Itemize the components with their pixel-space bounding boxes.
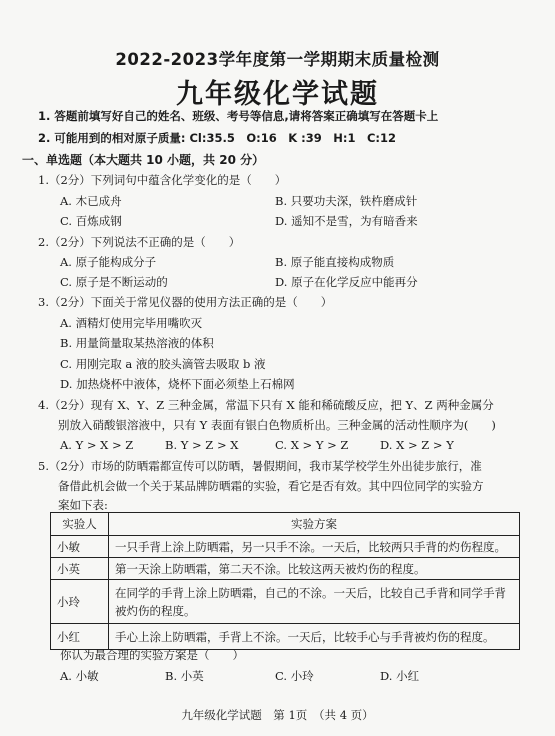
- q1-option-c: C. 百炼成钢: [60, 214, 122, 228]
- q2-option-d: D. 原子在化学反应中能再分: [275, 275, 418, 289]
- q2-option-b: B. 原子能直接构成物质: [275, 255, 395, 269]
- instruction-2: 2. 可能用到的相对原子质量: Cl:35.5 O:16 K :39 H:1 C:12: [38, 131, 396, 145]
- q2-option-a: A. 原子能构成分子: [60, 255, 157, 269]
- q5-option-b: B. 小英: [165, 669, 204, 683]
- page-footer: 九年级化学试题 第 1页 （共 4 页）: [181, 708, 374, 722]
- table-cell-plan: 手心上涂上防晒霜，手背上不涂。一天后，比较手心与手背被灼伤的程度。: [109, 624, 520, 650]
- q4-stem-line2: 别放入硝酸银溶液中，只有 Y 表面有银白色物质析出。三种金属的活动性顺序为( ): [58, 418, 496, 432]
- table-row: [51, 624, 520, 650]
- table-cell-plan: 在同学的手背上涂上防晒霜，自己的不涂。一天后，比较自己手背和同学手背被灼伤的程度。: [109, 580, 520, 624]
- q2-option-c: C. 原子是不断运动的: [60, 275, 168, 289]
- q5-option-d: D. 小红: [380, 669, 420, 683]
- table-cell-plan: 第一天涂上防晒霜，第二天不涂。比较这两天被灼伤的程度。: [109, 558, 520, 580]
- q3-option-d: D. 加热烧杯中液体，烧杯下面必须垫上石棉网: [60, 377, 295, 391]
- table-header-row: [51, 513, 520, 536]
- table-row: [51, 580, 520, 624]
- q1-option-a: A. 木已成舟: [60, 194, 122, 208]
- q1-stem: 1.（2分）下列词句中蕴含化学变化的是（ ）: [38, 173, 287, 187]
- q5-stem-line3: 案如下表:: [58, 498, 108, 512]
- table-header-plan: 实验方案: [109, 513, 520, 536]
- table-cell-person: 小敏: [51, 536, 109, 558]
- q3-option-b: B. 用量筒量取某热溶液的体积: [60, 336, 214, 350]
- q1-option-b: B. 只要功夫深，铁杵磨成针: [275, 194, 418, 208]
- table-cell-person: 小英: [51, 558, 109, 580]
- q3-option-c: C. 用刚完取 a 液的胶头滴管去吸取 b 液: [60, 357, 266, 371]
- q4-stem-line1: 4.（2分）现有 X、Y、Z 三种金属，常温下只有 X 能和稀硫酸反应，把 Y、Z 两种金属分: [38, 398, 494, 412]
- q5-stem-line1: 5.（2分）市场的防晒霜都宣传可以防晒，暑假期间，我市某学校学生外出徒步旅行，准: [38, 459, 482, 473]
- table-row: [51, 536, 520, 558]
- q5-option-c: C. 小玲: [275, 669, 314, 683]
- table-cell-person: 小玲: [51, 580, 109, 624]
- table-cell-plan: 一只手背上涂上防晒霜，另一只手不涂。一天后，比较两只手背的灼伤程度。: [109, 536, 520, 558]
- q4-option-d: D. X > Z > Y: [380, 438, 454, 452]
- q1-option-d: D. 遥知不是雪，为有暗香来: [275, 214, 418, 228]
- section-heading: 一、单选题（本大题共 10 小题，共 20 分）: [22, 153, 265, 167]
- q3-option-a: A. 酒精灯使用完毕用嘴吹灭: [60, 316, 203, 330]
- q2-stem: 2.（2分）下列说法不正确的是（ ）: [38, 235, 241, 249]
- q4-option-a: A. Y > X > Z: [60, 438, 134, 452]
- q4-option-c: C. X > Y > Z: [275, 438, 349, 452]
- q5-option-a: A. 小敏: [60, 669, 99, 683]
- exam-subtitle: 九年级化学试题: [176, 79, 379, 110]
- table-cell-person: 小红: [51, 624, 109, 650]
- experiment-table: [50, 512, 520, 650]
- q5-stem-line2: 备借此机会做一个关于某品牌防晒霜的实验，看它是否有效。其中四位同学的实验方: [58, 479, 484, 493]
- instruction-1: 1. 答题前填写好自己的姓名、班级、考号等信息,请将答案正确填写在答题卡上: [38, 109, 439, 123]
- exam-title: 2022-2023学年度第一学期期末质量检测: [115, 50, 440, 69]
- table-row: [51, 558, 520, 580]
- table-header-person: 实验人: [51, 513, 109, 536]
- q3-stem: 3.（2分）下面关于常见仪器的使用方法正确的是（ ）: [38, 295, 333, 309]
- q5-question: 你认为最合理的实验方案是（ ）: [60, 648, 244, 662]
- q4-option-b: B. Y > Z > X: [165, 438, 239, 452]
